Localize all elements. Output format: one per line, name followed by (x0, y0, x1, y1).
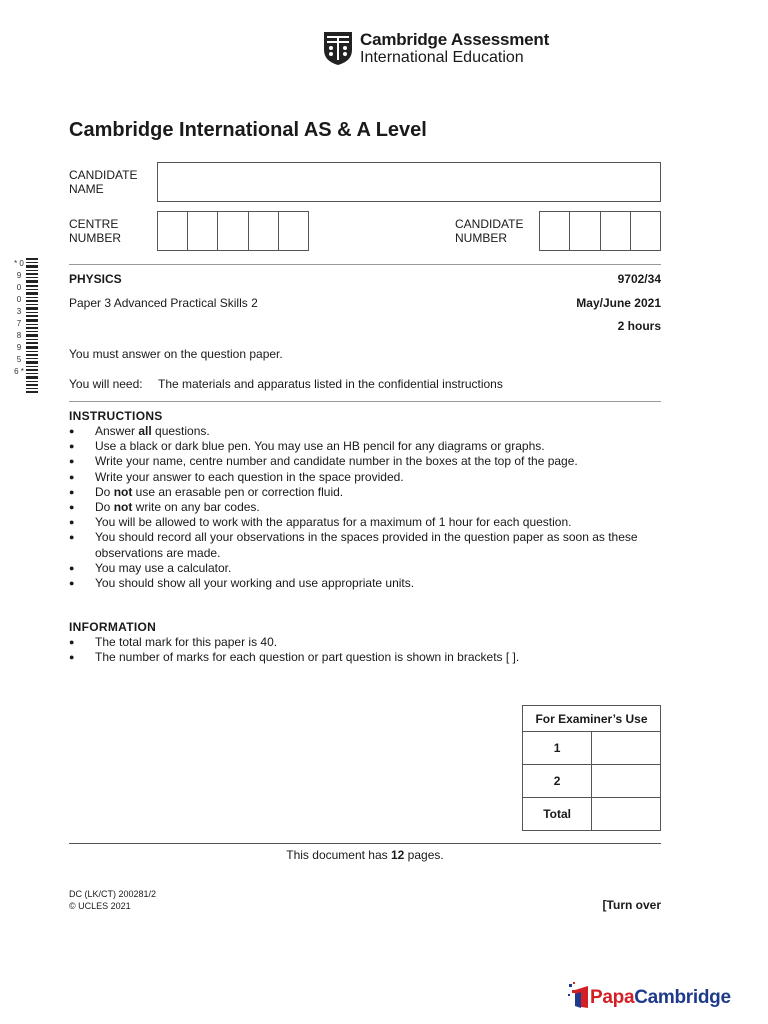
page-count-post: pages. (404, 848, 444, 862)
duration-label: 2 hours (617, 319, 661, 333)
papacambridge-logo (568, 982, 754, 1012)
digit-cell[interactable] (158, 212, 188, 250)
instruction-text: Write your answer to each question in the space provided. (95, 469, 404, 484)
instruction-text: questions. (151, 424, 210, 438)
answer-note: You must answer on the question paper. (69, 347, 283, 361)
instruction-item (69, 470, 661, 485)
instruction-item (69, 530, 661, 560)
instruction-text: Do (95, 500, 114, 515)
crest-icon (322, 30, 354, 66)
instruction-text: Use a black or dark blue pen. You may use an HB pencil for any diagrams or graphs. (95, 439, 545, 454)
papa-text: Papa (590, 987, 635, 1008)
need-label: You will need: (69, 377, 143, 391)
examiner-table-header: For Examiner’s Use (523, 706, 661, 732)
instructions-list (69, 424, 661, 591)
candidate-number-label: CANDIDATE NUMBER (455, 217, 524, 245)
barcode-digits: * 0 9 0 0 3 7 8 9 5 6 * (14, 259, 24, 376)
information-heading: INFORMATION (69, 620, 157, 634)
instruction-text: use an erasable pen or correction fluid. (132, 484, 344, 499)
instruction-item (69, 500, 661, 515)
instruction-item (69, 576, 661, 591)
divider (69, 843, 661, 844)
table-row-label: 2 (523, 765, 592, 798)
information-list (69, 635, 661, 665)
page-count-pre: This document has (286, 848, 391, 862)
centre-number-field[interactable] (157, 211, 309, 251)
instruction-text: write on any bar codes. (132, 500, 260, 515)
turn-over: [Turn over (602, 898, 661, 912)
digit-cell[interactable] (570, 212, 600, 250)
table-row-label: Total (523, 798, 592, 831)
digit-cell[interactable] (540, 212, 570, 250)
document-code: DC (LK/CT) 200281/2 (69, 889, 157, 899)
page-count: 12 (390, 848, 405, 862)
table-row-label: 1 (523, 732, 592, 765)
instruction-item (69, 485, 661, 500)
instruction-item (69, 454, 661, 469)
instruction-emphasis: not (113, 500, 133, 515)
candidate-name-field[interactable] (157, 162, 661, 202)
logo-line1: Cambridge Assessment (360, 30, 550, 49)
candidate-number-field[interactable] (539, 211, 661, 251)
instruction-text: You should record all your observations in the spaces provided in the question paper as soon as these observations are made. (95, 530, 638, 560)
digit-cell[interactable] (249, 212, 279, 250)
instruction-text: Write your name, centre number and candidate number in the boxes at the top of the page. (95, 454, 578, 469)
instruction-text: You may use a calculator. (95, 560, 232, 575)
mark-cell (592, 765, 661, 798)
instruction-text: Do (95, 484, 114, 499)
instruction-text: You will be allowed to work with the apparatus for a maximum of 1 hour for each question. (95, 515, 572, 530)
paper-code: 9702/34 (617, 272, 661, 286)
mark-cell (592, 732, 661, 765)
instruction-item (69, 561, 661, 576)
information-item: ● The number of marks for each question or part question is shown in brackets [ ]. (69, 650, 661, 665)
subject-label: PHYSICS (69, 272, 122, 286)
examiner-use-table (522, 705, 661, 831)
instruction-item (69, 439, 661, 454)
digit-cell[interactable] (601, 212, 631, 250)
papacambridge-icon (568, 982, 590, 1012)
divider (69, 401, 661, 402)
copyright: © UCLES 2021 (69, 901, 131, 911)
mark-cell (592, 798, 661, 831)
need-text: The materials and apparatus listed in the confidential instructions (158, 377, 503, 391)
digit-cell[interactable] (218, 212, 248, 250)
cambridge-text: Cambridge (634, 987, 731, 1008)
instruction-text: You should show all your working and use appropriate units. (95, 576, 415, 591)
candidate-name-label: CANDIDATE NAME (69, 168, 138, 196)
digit-cell[interactable] (279, 212, 308, 250)
logo-line2: International Education (360, 49, 524, 66)
page-title: Cambridge International AS & A Level (69, 119, 427, 141)
page-count-note (0, 848, 730, 862)
session-label: May/June 2021 (576, 296, 661, 310)
instruction-emphasis: not (113, 484, 133, 499)
instruction-text: Answer (95, 424, 139, 438)
instructions-heading: INSTRUCTIONS (69, 409, 163, 423)
divider (69, 264, 661, 265)
digit-cell[interactable] (188, 212, 218, 250)
papacambridge-text (590, 987, 731, 1009)
instruction-emphasis: all (138, 424, 152, 438)
instruction-item (69, 424, 661, 439)
paper-subtitle: Paper 3 Advanced Practical Skills 2 (69, 296, 258, 310)
centre-number-label: CENTRE NUMBER (69, 217, 122, 245)
information-item: ● The total mark for this paper is 40. (69, 635, 661, 650)
digit-cell[interactable] (631, 212, 660, 250)
barcode-image (26, 258, 38, 393)
cambridge-logo (322, 30, 562, 70)
instruction-item (69, 515, 661, 530)
